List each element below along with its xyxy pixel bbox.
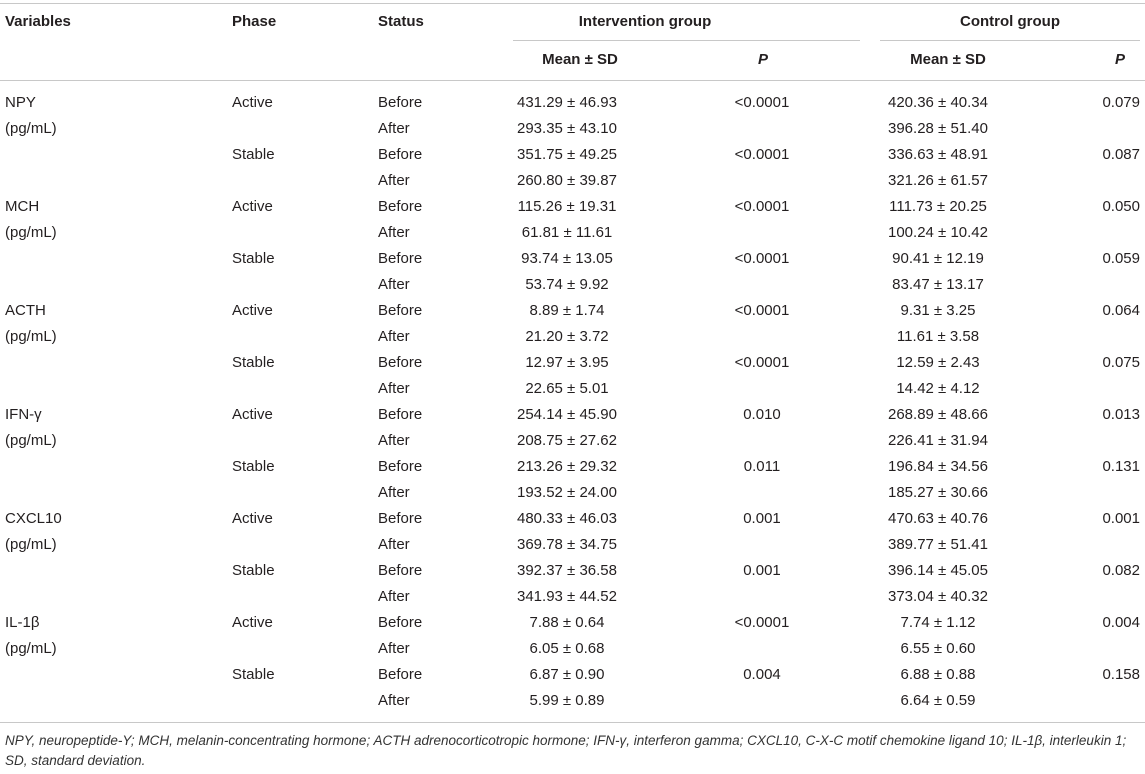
intervention-mean-sd: 115.26 ± 19.31 [517, 198, 617, 215]
table-footnote: NPY, neuropeptide-Y; MCH, melanin-concentrating hormone; ACTH adrenocorticotropic hormone; IFN-γ, interferon gamma; CXCL10, C-X-C motif chemokine ligand 10; IL-1β, interleukin 1; SD, standard deviation. [5, 733, 1127, 768]
intervention-p-value: 0.004 [743, 666, 781, 683]
control-p-value: 0.004 [1102, 614, 1140, 631]
intervention-p-value: <0.0001 [734, 354, 790, 371]
table-row [0, 636, 1145, 662]
intervention-mean-sd: 8.89 ± 1.74 [529, 302, 605, 319]
table-row [0, 168, 1145, 194]
header-control-mean-sd: Mean ± SD [910, 51, 986, 68]
status-label: Before [378, 406, 423, 423]
table-row [0, 324, 1145, 350]
phase-label: Active [232, 510, 273, 527]
phase-label: Stable [232, 354, 275, 371]
control-mean-sd: 83.47 ± 13.17 [892, 276, 984, 293]
phase-label: Stable [232, 458, 275, 475]
table-row [0, 428, 1145, 454]
table-row [0, 246, 1145, 272]
control-mean-sd: 90.41 ± 12.19 [892, 250, 984, 267]
control-p-value: 0.064 [1102, 302, 1140, 319]
phase-label: Active [232, 198, 273, 215]
table-row [0, 376, 1145, 402]
header-intervention-p: P [757, 51, 768, 68]
intervention-mean-sd: 254.14 ± 45.90 [517, 406, 617, 423]
status-label: After [378, 484, 410, 501]
control-mean-sd: 6.88 ± 0.88 [900, 666, 976, 683]
header-phase: Phase [232, 13, 277, 30]
control-p-value: 0.079 [1102, 94, 1140, 111]
intervention-mean-sd: 5.99 ± 0.89 [529, 692, 605, 709]
variable-name: IFN-γ [5, 406, 42, 423]
variable-name: CXCL10 [5, 510, 62, 527]
control-p-value: 0.087 [1102, 146, 1140, 163]
phase-label: Stable [232, 666, 275, 683]
status-label: Before [378, 302, 423, 319]
table-row [0, 90, 1145, 116]
control-mean-sd: 12.59 ± 2.43 [896, 354, 980, 371]
status-label: Before [378, 198, 423, 215]
control-mean-sd: 111.73 ± 20.25 [889, 198, 987, 215]
table-row [0, 480, 1145, 506]
control-p-value: 0.131 [1102, 458, 1140, 475]
header-control-group: Control group [960, 13, 1060, 30]
intervention-p-value: <0.0001 [734, 146, 790, 163]
status-label: After [378, 172, 410, 189]
status-label: After [378, 536, 410, 553]
phase-label: Active [232, 94, 273, 111]
status-label: After [378, 692, 410, 709]
status-label: After [378, 224, 410, 241]
status-label: Before [378, 562, 423, 579]
status-label: Before [378, 458, 423, 475]
intervention-mean-sd: 12.97 ± 3.95 [525, 354, 609, 371]
variable-unit: (pg/mL) [5, 640, 57, 657]
control-mean-sd: 321.26 ± 61.57 [888, 172, 988, 189]
phase-label: Stable [232, 146, 275, 163]
control-mean-sd: 11.61 ± 3.58 [896, 328, 980, 345]
variable-name: ACTH [5, 302, 46, 319]
control-mean-sd: 396.14 ± 45.05 [888, 562, 988, 579]
status-label: Before [378, 146, 423, 163]
header-control-p: P [1114, 51, 1125, 68]
control-mean-sd: 6.55 ± 0.60 [900, 640, 976, 657]
control-p-value: 0.059 [1102, 250, 1140, 267]
intervention-p-value: <0.0001 [734, 94, 790, 111]
table-row [0, 454, 1145, 480]
control-mean-sd: 396.28 ± 51.40 [888, 120, 988, 137]
variable-unit: (pg/mL) [5, 328, 57, 345]
table-row [0, 220, 1145, 246]
control-mean-sd: 6.64 ± 0.59 [900, 692, 976, 709]
table-row [0, 584, 1145, 610]
table-row [0, 298, 1145, 324]
intervention-p-value: 0.011 [743, 458, 781, 475]
intervention-mean-sd: 21.20 ± 3.72 [525, 328, 609, 345]
intervention-mean-sd: 213.26 ± 29.32 [517, 458, 617, 475]
intervention-mean-sd: 61.81 ± 11.61 [521, 224, 613, 241]
table-row [0, 142, 1145, 168]
status-label: After [378, 120, 410, 137]
phase-label: Active [232, 406, 273, 423]
status-label: Before [378, 666, 423, 683]
status-label: After [378, 640, 410, 657]
table-row [0, 610, 1145, 636]
table-row [0, 688, 1145, 714]
intervention-p-value: <0.0001 [734, 614, 790, 631]
intervention-mean-sd: 351.75 ± 49.25 [517, 146, 617, 163]
table-row [0, 116, 1145, 142]
intervention-mean-sd: 392.37 ± 36.58 [517, 562, 617, 579]
table-row [0, 558, 1145, 584]
intervention-p-value: <0.0001 [734, 198, 790, 215]
header-status: Status [378, 13, 424, 30]
intervention-mean-sd: 293.35 ± 43.10 [517, 120, 617, 137]
status-label: Before [378, 94, 423, 111]
control-mean-sd: 7.74 ± 1.12 [900, 614, 976, 631]
control-mean-sd: 373.04 ± 40.32 [888, 588, 988, 605]
header-intervention-mean-sd: Mean ± SD [542, 51, 618, 68]
variable-name: NPY [5, 94, 36, 111]
status-label: After [378, 432, 410, 449]
intervention-mean-sd: 431.29 ± 46.93 [517, 94, 617, 111]
table-row [0, 532, 1145, 558]
intervention-mean-sd: 7.88 ± 0.64 [529, 614, 605, 631]
table-row [0, 506, 1145, 532]
intervention-mean-sd: 22.65 ± 5.01 [525, 380, 609, 397]
phase-label: Stable [232, 250, 275, 267]
variable-unit: (pg/mL) [5, 536, 57, 553]
control-mean-sd: 389.77 ± 51.41 [888, 536, 988, 553]
control-mean-sd: 420.36 ± 40.34 [888, 94, 988, 111]
status-label: Before [378, 354, 423, 371]
control-mean-sd: 185.27 ± 30.66 [888, 484, 988, 501]
phase-label: Active [232, 614, 273, 631]
phase-label: Stable [232, 562, 275, 579]
intervention-p-value: 0.001 [743, 562, 781, 579]
intervention-p-value: 0.010 [743, 406, 781, 423]
intervention-p-value: <0.0001 [734, 302, 790, 319]
intervention-p-value: 0.001 [743, 510, 781, 527]
intervention-mean-sd: 6.05 ± 0.68 [529, 640, 605, 657]
control-mean-sd: 336.63 ± 48.91 [888, 146, 988, 163]
status-label: After [378, 328, 410, 345]
table-bottom-rule [0, 722, 1145, 723]
intervention-mean-sd: 480.33 ± 46.03 [517, 510, 617, 527]
table-row [0, 662, 1145, 688]
control-p-value: 0.158 [1102, 666, 1140, 683]
variable-unit: (pg/mL) [5, 120, 57, 137]
header-intervention-group: Intervention group [578, 13, 712, 30]
intervention-mean-sd: 193.52 ± 24.00 [517, 484, 617, 501]
control-mean-sd: 470.63 ± 40.76 [888, 510, 988, 527]
control-mean-sd: 9.31 ± 3.25 [900, 302, 976, 319]
control-mean-sd: 14.42 ± 4.12 [896, 380, 980, 397]
status-label: After [378, 588, 410, 605]
intervention-mean-sd: 260.80 ± 39.87 [517, 172, 617, 189]
intervention-mean-sd: 6.87 ± 0.90 [529, 666, 605, 683]
status-label: Before [378, 250, 423, 267]
intervention-mean-sd: 369.78 ± 34.75 [517, 536, 617, 553]
control-p-value: 0.075 [1102, 354, 1140, 371]
table-row [0, 402, 1145, 428]
control-mean-sd: 226.41 ± 31.94 [888, 432, 988, 449]
table-row [0, 194, 1145, 220]
control-mean-sd: 268.89 ± 48.66 [888, 406, 988, 423]
intervention-mean-sd: 208.75 ± 27.62 [517, 432, 617, 449]
control-p-value: 0.050 [1102, 198, 1140, 215]
header-variables: Variables [5, 13, 71, 30]
control-mean-sd: 100.24 ± 10.42 [888, 224, 988, 241]
variable-name: IL-1β [5, 614, 40, 631]
intervention-mean-sd: 341.93 ± 44.52 [517, 588, 617, 605]
control-mean-sd: 196.84 ± 34.56 [888, 458, 988, 475]
control-p-value: 0.013 [1102, 406, 1140, 423]
status-label: After [378, 380, 410, 397]
table-row [0, 350, 1145, 376]
status-label: Before [378, 614, 423, 631]
status-label: Before [378, 510, 423, 527]
variable-name: MCH [5, 198, 40, 215]
table-row [0, 272, 1145, 298]
status-label: After [378, 276, 410, 293]
variable-unit: (pg/mL) [5, 224, 57, 241]
intervention-p-value: <0.0001 [734, 250, 790, 267]
intervention-mean-sd: 53.74 ± 9.92 [525, 276, 609, 293]
intervention-mean-sd: 93.74 ± 13.05 [521, 250, 613, 267]
phase-label: Active [232, 302, 273, 319]
control-p-value: 0.001 [1102, 510, 1140, 527]
variable-unit: (pg/mL) [5, 432, 57, 449]
control-p-value: 0.082 [1102, 562, 1140, 579]
